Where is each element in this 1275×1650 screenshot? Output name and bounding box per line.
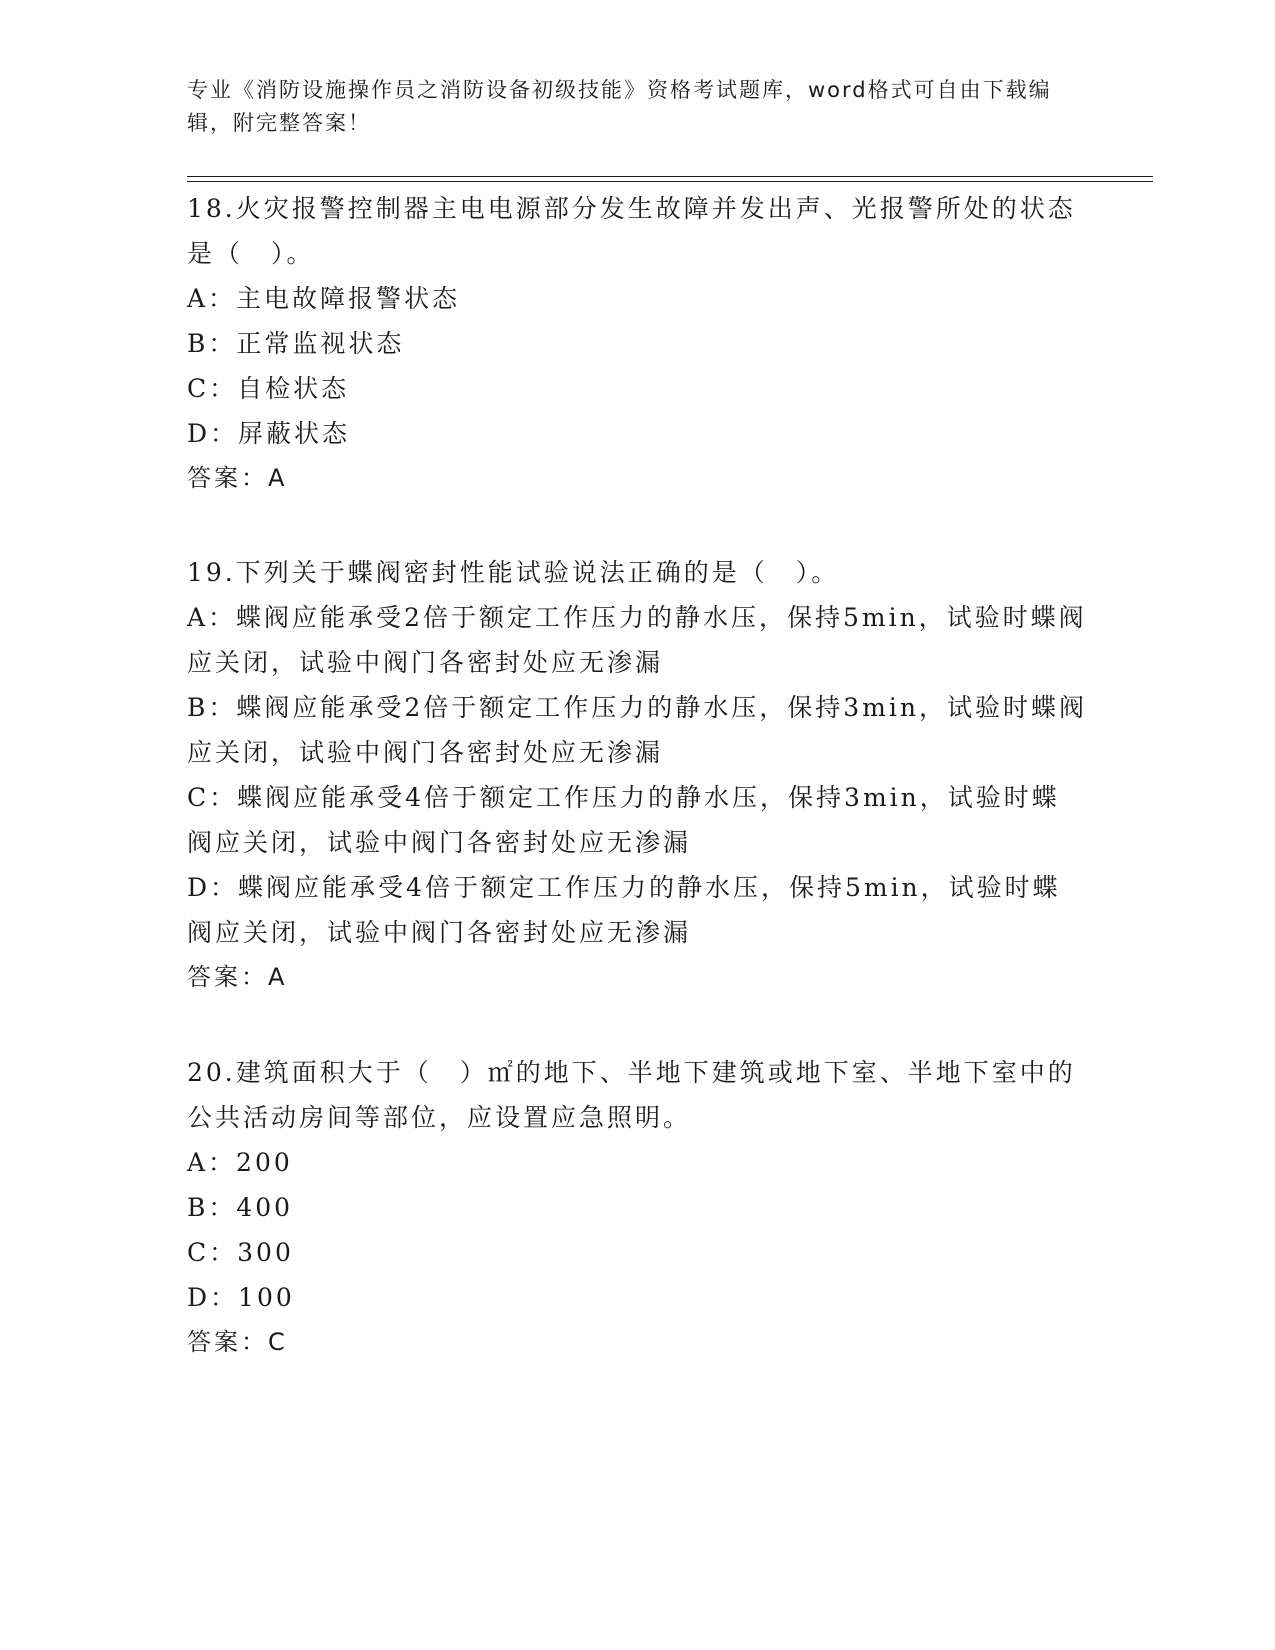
option-a: A：主电故障报警状态 xyxy=(187,284,461,313)
question-19 xyxy=(187,550,1087,1000)
option-c: C：自检状态 xyxy=(187,374,350,403)
question-20 xyxy=(187,1050,1087,1365)
header-divider-top xyxy=(187,176,1153,177)
answer-value: A xyxy=(268,464,287,492)
question-stem: 20.建筑面积大于（ ）㎡的地下、半地下建筑或地下室、半地下室中的公共活动房间等部位，应设置应急照明。 xyxy=(187,1058,1076,1132)
header-divider-bottom xyxy=(187,181,1153,182)
option-d: D：屏蔽状态 xyxy=(187,419,351,448)
option-d: D：100 xyxy=(187,1283,295,1312)
option-b: B：400 xyxy=(187,1193,294,1222)
answer-label: 答案： xyxy=(187,464,268,492)
option-c: C：蝶阀应能承受4倍于额定工作压力的静水压，保持3min，试验时蝶阀应关闭，试验中阀门各密封处应无渗漏 xyxy=(187,783,1060,857)
question-stem: 19.下列关于蝶阀密封性能试验说法正确的是（ ）。 xyxy=(187,558,840,587)
option-c: C：300 xyxy=(187,1238,294,1267)
answer-label: 答案： xyxy=(187,1328,268,1356)
question-stem: 18.火灾报警控制器主电电源部分发生故障并发出声、光报警所处的状态是（ ）。 xyxy=(187,194,1076,268)
document-header: 专业《消防设施操作员之消防设备初级技能》资格考试题库，word格式可自由下载编辑，附完整答案！ xyxy=(187,78,1052,135)
question-18 xyxy=(187,186,1087,501)
answer-label: 答案： xyxy=(187,963,268,991)
answer-line xyxy=(187,456,1087,501)
option-b: B：蝶阀应能承受2倍于额定工作压力的静水压，保持3min，试验时蝶阀应关闭，试验中阀门各密封处应无渗漏 xyxy=(187,693,1087,767)
answer-line xyxy=(187,1320,1087,1365)
answer-value: A xyxy=(268,963,287,991)
option-a: A：200 xyxy=(187,1148,293,1177)
option-a: A：蝶阀应能承受2倍于额定工作压力的静水压，保持5min，试验时蝶阀应关闭，试验中阀门各密封处应无渗漏 xyxy=(187,603,1087,677)
answer-line xyxy=(187,955,1087,1000)
option-b: B：正常监视状态 xyxy=(187,329,405,358)
answer-value: C xyxy=(268,1328,287,1356)
option-d: D：蝶阀应能承受4倍于额定工作压力的静水压，保持5min，试验时蝶阀应关闭，试验中阀门各密封处应无渗漏 xyxy=(187,873,1061,947)
